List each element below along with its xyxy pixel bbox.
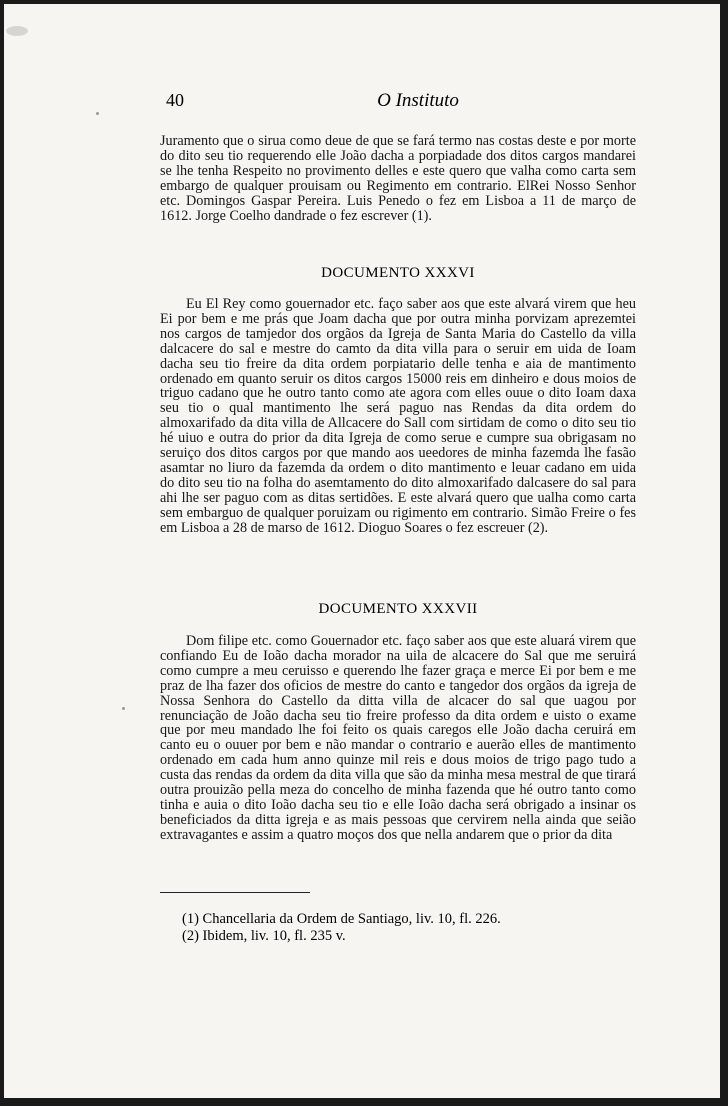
- document-37-text: Dom filipe etc. como Gouernador etc. faço saber aos que este aluará virem que confiando Eu de Ioão dacha morador na uila de alcacere do Sal que me seruirá como cumpre a meu ceruisso e querendo lhe fazer graça e merce Ei por bem e me praz de lha fazer dos oficios de mestre do canto e tangedor dos orgãos da igreja de Nossa Senhora do Castello da ditta villa de alcacer do sal que uagou por renunciação de João dacha seu tio freire professo da dita ordem e uisto o exame que por meu mandado lhe foi feito os quais caregos elle João dacha ceruirá em canto eu o ouuer por bem e não mandar o contrario e auerão elles de mantimento ordenado em cada hum anno quinze mil reis e dous moios de trigo pago tudo a custa das rendas da ordem da dita villa que são da minha mesa mestral de que tirará outra prouizão pella meza do concelho de minha fazenda que hé outro tanto como tinha e auia o dito Ioão dacha seu tio e elle Ioão dacha será obrigado a insinar os beneficiados da ditta igreja e as mais pessoas que cervirem nella ainda que seião extravagantes e assim a quatro moços dos que nella andarem que o prior da dita: [160, 633, 636, 843]
- footnotes: [182, 911, 622, 944]
- page-header: [160, 90, 636, 118]
- document-36-section: [160, 297, 636, 536]
- intro-section: [160, 134, 636, 223]
- page-speck: [6, 26, 28, 36]
- footnote-divider: [160, 892, 310, 893]
- document-37-section: [160, 634, 636, 843]
- document-36-text: Eu El Rey como gouernador etc. faço saber aos que este alvará virem que heu Ei por bem e me prás que Joam dacha que por outra minha porvizam aprezemtei nos cargos de tamjedor dos orgãos da Igreja de Santa Maria do Castello da villa dalcacere do sal e mestre do camto da dita villa para o seruir em uida de Ioam dacha seu tio freire da dita ordem porpiatario delle tenha e aia de mantimento ordenado em quanto seruir os ditos cargos 15000 reis em dinheiro e dous moios de triguo cadano que he outro tanto como ate agora com elles ouue o dito Ioam daxa seu tio o qual mantimento lhe será paguo nas Rendas da dita ordem do almoxarifado da dita villa de Allcacere do Sall com sirtidam de como o dito seu tio hé uiuo e outra do prior da dita Igreja de como serue e cumpre sua obrigasam no seruiço dos ditos cargos por que mando aos ueedores de minha fazemda lhe fasão asamtar no liuro da fazemda da ordem o dito mantimento e leuar cadano em uida do dito seu tio na folha do asemtamento do dito almoxarifado dalcasere do sal para ahi lhe ser paguo com as ditas sertidões. E este alvará quero que ualha como carta sem embarguo de qualquer poruizam ou rigimento em contrario. Simão Freire o fes em Lisboa a 28 de marso de 1612. Dioguo Soares o fez escreuer (2).: [160, 296, 636, 536]
- footnote-2: (2) Ibidem, liv. 10, fl. 235 v.: [182, 927, 346, 944]
- footnote-1: (1) Chancellaria da Ordem de Santiago, liv. 10, fl. 226.: [182, 911, 501, 927]
- page-speck: [122, 707, 125, 710]
- running-title: O Instituto: [377, 90, 459, 111]
- intro-paragraph: Juramento que o sirua como deue de que se fará termo nas costas deste e por morte do dito seu tio requerendo elle João dacha a porpiadade dos ditos cargos mandarei se lhe tenha Respeito no provimento delles e este quero que valha como carta sem embargo de qualquer prouisam ou Regimento em contrario. ElRei Nosso Senhor etc. Domingos Gaspar Pereira. Luis Penedo o fez em Lisboa a 11 de março de 1612. Jorge Coelho dandrade o fez escrever (1).: [160, 133, 636, 224]
- document-36-title: DOCUMENTO XXXVI: [321, 265, 475, 281]
- document-page: [4, 4, 720, 1098]
- document-37-title: DOCUMENTO XXXVII: [318, 601, 478, 617]
- page-speck: [96, 112, 99, 115]
- page-number: 40: [166, 90, 184, 110]
